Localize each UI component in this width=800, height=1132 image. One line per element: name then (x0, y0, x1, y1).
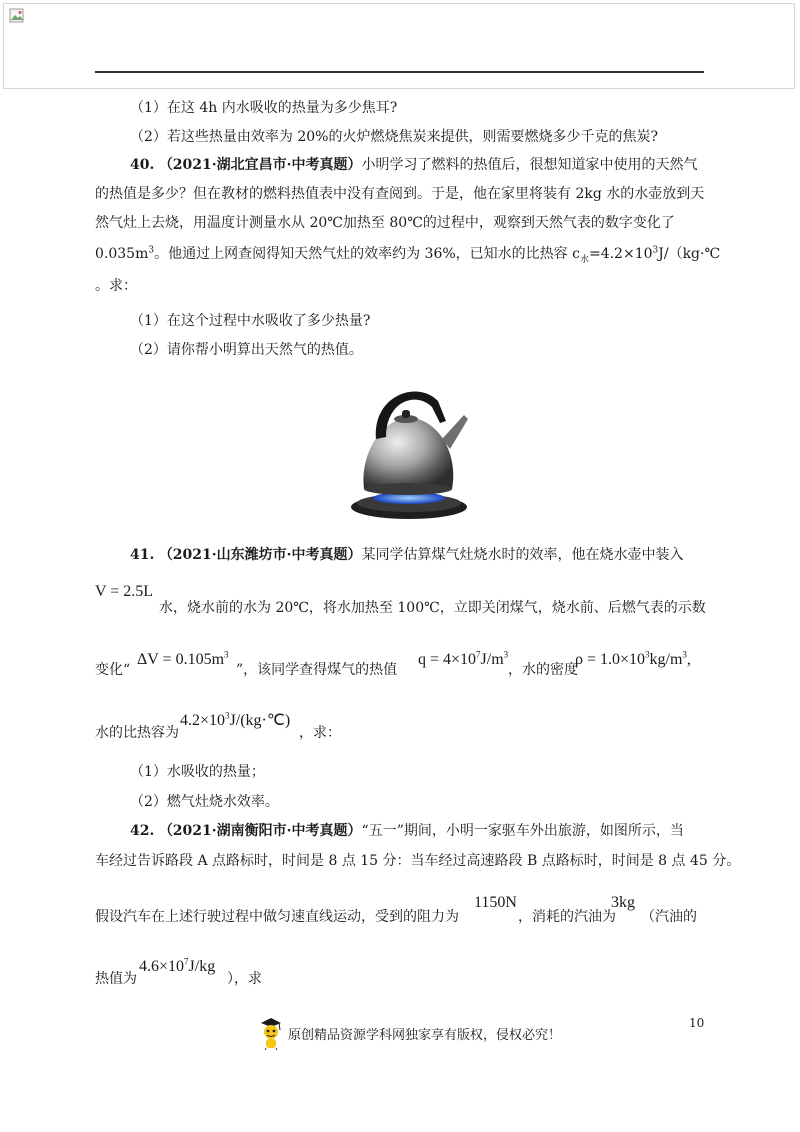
q42-text-1: “五一”期间，小明一家驱车外出旅游，如图所示，当 (361, 823, 684, 839)
q41-source: （2021·山东潍坊市·中考真题） (158, 547, 362, 563)
q41-density: $\rho = 1.0\times 10^3kg/m^3$, (575, 649, 691, 668)
q40-text-2: 的热值是多少？但在教材的燃料热值表中没有查阅到。于是，他在家里将装有 2kg 水的水壶放到天 (95, 186, 705, 202)
q40-text-5: 。求： (95, 278, 137, 294)
kettle-image (346, 377, 476, 527)
q41-text-4a: 水的比热容为 (95, 725, 179, 741)
q42-text-3b: ，消耗的汽油为 (518, 909, 616, 925)
q40-first-line (130, 155, 698, 175)
q41-text-3a: 变化“ (95, 662, 131, 678)
footer-notice (258, 1016, 561, 1050)
q41-text-2: 水，烧水前的水为 20℃，将水加热至 100℃，立即关闭煤气，烧水前、后燃气表的示数 (159, 600, 706, 616)
q41-text-3b: ”，该同学查得煤气的热值 (236, 662, 398, 678)
q41-text-3c: ，水的密度 (508, 662, 578, 678)
q39-part2: （2）若这些热量由效率为 20%的火炉燃烧焦炭来提供，则需要燃烧多少千克的焦炭? (130, 129, 658, 145)
q40-part2: （2）请你帮小明算出天然气的热值。 (130, 342, 363, 358)
q41-specific-heat: $4.2\times 10^3J/(kg\cdot℃)$ (180, 710, 291, 729)
q41-part2: （2）燃气灶烧水效率。 (130, 794, 279, 810)
q42-text-3c: （汽油的 (641, 909, 697, 925)
q41-number: 41. (130, 547, 155, 563)
q42-fuel-mass: 3kg (611, 894, 635, 911)
q41-heat-value: $q = 4\times 10^7J/m^3$ (418, 649, 509, 668)
q42-text-2: 车经过告诉路段 A 点路标时，时间是 8 点 15 分：当车经过高速路段 B 点路标时，时间是 8 点 45 分。 (95, 853, 741, 869)
q42-first-line (130, 821, 684, 841)
q42-source: （2021·湖南衡阳市·中考真题） (158, 823, 362, 839)
q42-resistance: 1150N (474, 894, 517, 911)
q42-text-4b: ），求 (227, 971, 262, 987)
q41-text-1: 某同学估算煤气灶烧水时的效率，他在烧水壶中装入 (361, 547, 684, 563)
header-rule (95, 71, 704, 73)
q40-text-4: $0.035m^3$。他通过上网查阅得知天然气灶的效率约为 36%，已知水的比热容 $c_水=4.2\times 10^3J/(kg\cdot℃$ (95, 245, 721, 265)
page-header (3, 3, 795, 89)
q42-number: 42. (130, 823, 155, 839)
copyright-notice: 原创精品资源学科网独家享有版权，侵权必究！ (288, 1027, 562, 1043)
q41-text-4b: ，求： (299, 725, 341, 741)
q41-volume: V = 2.5L (95, 583, 154, 600)
q39-part1: （1）在这 4h 内水吸收的热量为多少焦耳? (130, 100, 398, 116)
q40-number: 40. (130, 157, 155, 173)
q40-source: （2021·湖北宜昌市·中考真题） (158, 157, 362, 173)
q41-volume-change: $\Delta V = 0.105m^3$ (137, 649, 229, 668)
page-number: 10 (689, 1016, 705, 1030)
broken-image-icon (9, 8, 25, 24)
q42-text-3a: 假设汽车在上述行驶过程中做匀速直线运动，受到的阻力为 (95, 909, 459, 925)
q40-part1: （1）在这个过程中水吸收了多少热量? (130, 313, 371, 329)
mascot-icon (258, 1016, 284, 1050)
q40-text-3: 然气灶上去烧，用温度计测量水从 20℃加热至 80℃的过程中，观察到天然气表的数字变化了 (95, 215, 675, 231)
q42-text-4a: 热值为 (95, 971, 137, 987)
q41-first-line (130, 545, 684, 565)
q40-text-1: 小明学习了燃料的热值后，很想知道家中使用的天然气 (361, 157, 698, 173)
q41-part1: （1）水吸收的热量； (130, 764, 265, 780)
q42-gasoline-heat-value: $4.6\times 10^7J/kg$ (139, 956, 216, 975)
